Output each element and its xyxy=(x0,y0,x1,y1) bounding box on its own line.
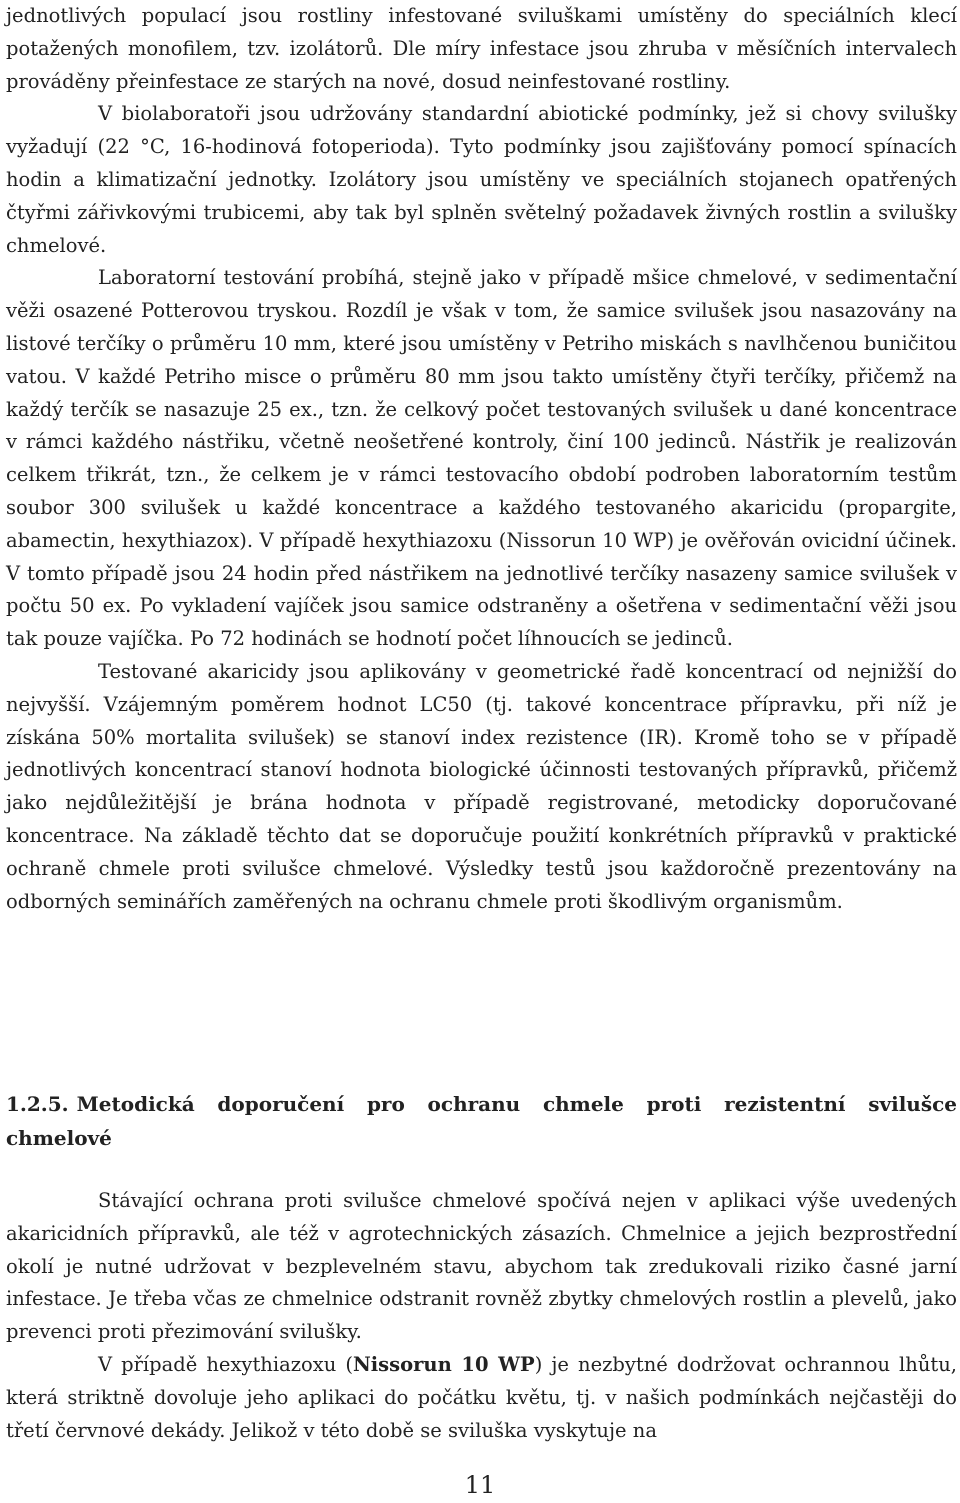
text-block-bottom xyxy=(6,1185,957,1447)
paragraph-2: V biolaboratoři jsou udržovány standardní abiotické podmínky, jež si chovy svilušky vyžadují (22 °C, 16-hodinová fotoperioda). Tyto podmínky jsou zajišťovány pomocí spínacích hodin a klimatizační jednotky. Izolátory jsou umístěny ve speciálních stojanech opatřených čtyřmi zářivkovými trubicemi, aby tak byl splněn světelný požadavek živných rostlin a svilušky chmelové. xyxy=(6,102,957,257)
paragraph-5: Stávající ochrana proti svilušce chmelové spočívá nejen v aplikaci výše uvedených akaricidních přípravků, ale též v agrotechnických zásazích. Chmelnice a jejich bezprostřední okolí je nutné udržovat v bezplevelném stavu, abychom tak zredukovali riziko časné jarní infestace. Je třeba včas ze chmelnice odstranit rovněž zbytky chmelových rostlin a plevelů, jako prevenci proti přezimování svilušky. xyxy=(6,1189,957,1344)
text-block-top xyxy=(6,0,957,918)
paragraph-3: Laboratorní testování probíhá, stejně jako v případě mšice chmelové, v sedimentační věži osazené Potterovou tryskou. Rozdíl je však v tom, že samice svilušek jsou nasazovány na listové terčíky o průměru 10 mm, které jsou umístěny v Petriho miskách s navlhčenou buničitou vatou. V každé Petriho misce o průměru 80 mm jsou takto umístěny čtyři terčíky, přičemž na každý terčík se nasazuje 25 ex., tzn. že celkový počet testovaných svilušek u dané koncentrace v rámci každého nástřiku, včetně neošetřené kontroly, činí 100 jedinců. Nástřik je realizován celkem třikrát, tzn., že celkem je v rámci testovacího období podroben laboratorním testům soubor 300 svilušek u každé koncentrace a každého testovaného akaricidu (propargite, abamectin, hexythiazox). V případě hexythiazoxu (Nissorun 10 WP) je ověřován ovicidní účinek. V tomto případě jsou 24 hodin před nástřikem na jednotlivé terčíky nasazeny samice svilušek v počtu 50 ex. Po vykladení vajíček jsou samice odstraněny a ošetřena v sedimentační věži jsou tak pouze vajíčka. Po 72 hodinách se hodnotí počet líhnoucích se jedinců. xyxy=(6,266,957,651)
paragraph-4: Testované akaricidy jsou aplikovány v geometrické řadě koncentrací od nejnižší do nejvyšší. Vzájemným poměrem hodnot LC50 (tj. takové koncentrace přípravku, při níž je získána 50% mortalita svilušek) se stanoví index rezistence (IR). Kromě toho se v případě jednotlivých koncentrací stanoví hodnota biologické účinnosti testovaných přípravků, přičemž jako nejdůležitější je brána hodnota v případě registrované, metodicky doporučované koncentrace. Na základě těchto dat se doporučuje použití konkrétních přípravků v praktické ochraně chmele proti svilušce chmelové. Výsledky testů jsou každoročně prezentovány na odborných seminářích zaměřených na ochranu chmele proti škodlivým organismům. xyxy=(6,659,957,913)
paragraph-6 xyxy=(6,1349,957,1447)
section-heading xyxy=(6,1087,957,1155)
paragraph-6-text-before: V případě hexythiazoxu ( xyxy=(98,1352,353,1376)
section-number: 1.2.5. xyxy=(6,1092,69,1116)
product-name-bold: Nissorun 10 WP xyxy=(352,1352,535,1376)
paragraph-1: jednotlivých populací jsou rostliny infestované sviluškami umístěny do speciálních klecí potažených monofilem, tzv. izolátorů. Dle míry infestace jsou zhruba v měsíčních intervalech prováděny přeinfestace ze starých na nové, dosud neinfestované rostliny. xyxy=(6,4,957,93)
document-page xyxy=(6,0,957,1503)
section-title: Metodická doporučení pro ochranu chmele proti rezistentní svilušce chmelové xyxy=(6,1092,957,1150)
page-number: 11 xyxy=(464,1471,496,1499)
paragraph-6-text-after: ) je nezbytné dodržovat ochrannou lhůtu, která striktně dovoluje jeho aplikaci do počátku květu, tj. v našich podmínkách nejčastěji do třetí červnové dekády. Jelikož v této době se sviluška vyskytuje na xyxy=(6,1352,957,1442)
